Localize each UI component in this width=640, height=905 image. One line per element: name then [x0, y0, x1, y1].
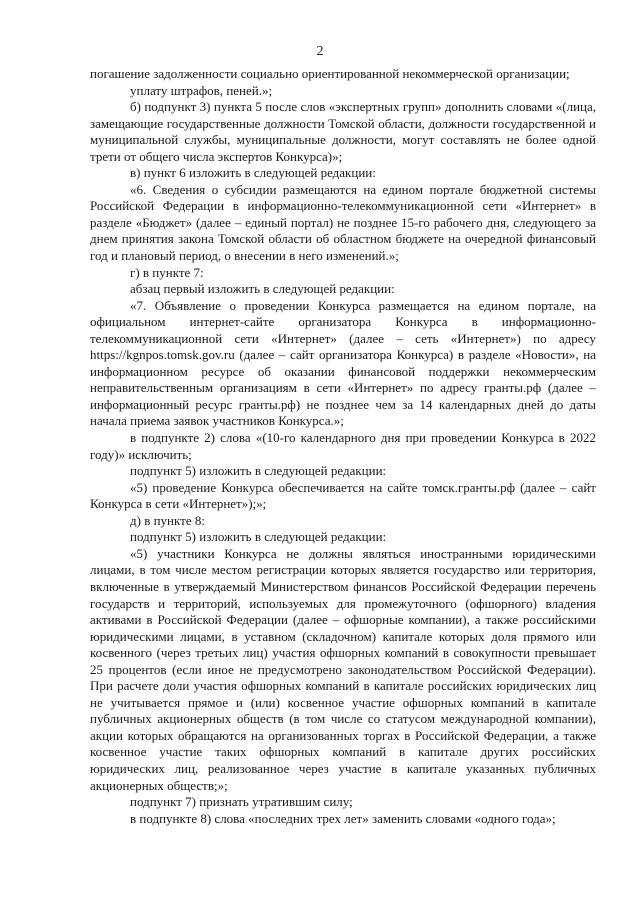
paragraph: подпункт 5) изложить в следующей редакции:	[130, 463, 387, 479]
paragraph: д) в пункте 8:	[130, 512, 205, 528]
paragraph: в подпункте 2) слова «(10-го календарного дня при проведении Конкурса в 2022 году)» исключить;	[90, 430, 596, 462]
paragraph: «5) проведение Конкурса обеспечивается на сайте томск.гранты.рф (далее – сайт Конкурса в сети «Интернет»);»;	[90, 479, 596, 512]
paragraph: подпункт 5) изложить в следующей редакции:	[130, 529, 387, 545]
document-body	[90, 66, 596, 827]
paragraph: в подпункте 8) слова «последних трех лет» заменить словами «одного года»;	[130, 810, 556, 826]
paragraph: уплату штрафов, пеней.»;	[130, 82, 273, 98]
paragraph: «5) участники Конкурса не должны являться иностранными юридическими лицами, в том числе местом регистрации которых является государство или территория, включенные в утверждаемый Министерством финансов Российской Федерации перечень государств и территорий, используемых для промежуточного (офшорного) владения активами в Российской Федерации (далее – офшорные компании), а также российскими юридическими лицами, в уставном (складочном) капитале которых доля прямого или косвенного (через третьих лиц) участия офшорных компаний в совокупности превышает 25 процентов (если иное не предусмотрено законодательством Российской Федерации). При расчете доли участия офшорных компаний в капитале российских юридических лиц не учитывается прямое и (или) косвенное участие офшорных компаний в капитале публичных акционерных обществ (в том числе со статусом международной компании), акции которых обращаются на организованных торгах в Российской Федерации, а также косвенное участие таких офшорных компаний в капитале других российских юридических лиц, реализованное через участие в капитале указанных публичных акционерных обществ;»;	[90, 545, 596, 793]
paragraph: абзац первый изложить в следующей редакции:	[130, 281, 395, 297]
paragraph: «7. Объявление о проведении Конкурса размещается на едином портале, на официальном интернет-сайте организатора Конкурса в информационно-телекоммуникационной сети «Интернет» (далее – сеть «Интернет») по адресу https://kgnpos.tomsk.gov.ru (далее – сайт организатора Конкурса) в разделе «Новости», на информационном ресурсе об оказании финансовой поддержки некоммерческим неправительственным организациям в сети «Интернет» по адресу гранты.рф (далее – информационный ресурс гранты.рф) не позднее чем за 14 календарных дней до даты начала приема заявок участников Конкурса.»;	[90, 297, 596, 429]
paragraph: погашение задолженности социально ориентированной некоммерческой организации;	[90, 66, 570, 81]
paragraph: в) пункт 6 изложить в следующей редакции:	[130, 165, 376, 181]
paragraph: подпункт 7) признать утратившим силу;	[130, 794, 353, 810]
page-number: 2	[316, 44, 324, 59]
paragraph: г) в пункте 7:	[130, 264, 204, 280]
paragraph: б) подпункт 3) пункта 5 после слов «экспертных групп» дополнить словами «(лица, замещающие государственные должности Томской области, должности государственной и муниципальной службы, муниципальные должности, могут составлять не более одной трети от общего числа экспертов Конкурса)»;	[90, 99, 596, 164]
paragraph: «6. Сведения о субсидии размещаются на едином портале бюджетной системы Российской Федерации в информационно-телекоммуникационной сети «Интернет» в разделе «Бюджет» (далее – единый портал) не позднее 15-го рабочего дня, следующего за днем принятия закона Томской области об областном бюджете на очередной финансовый год и плановый период, о внесении в него изменений.»;	[90, 181, 596, 264]
